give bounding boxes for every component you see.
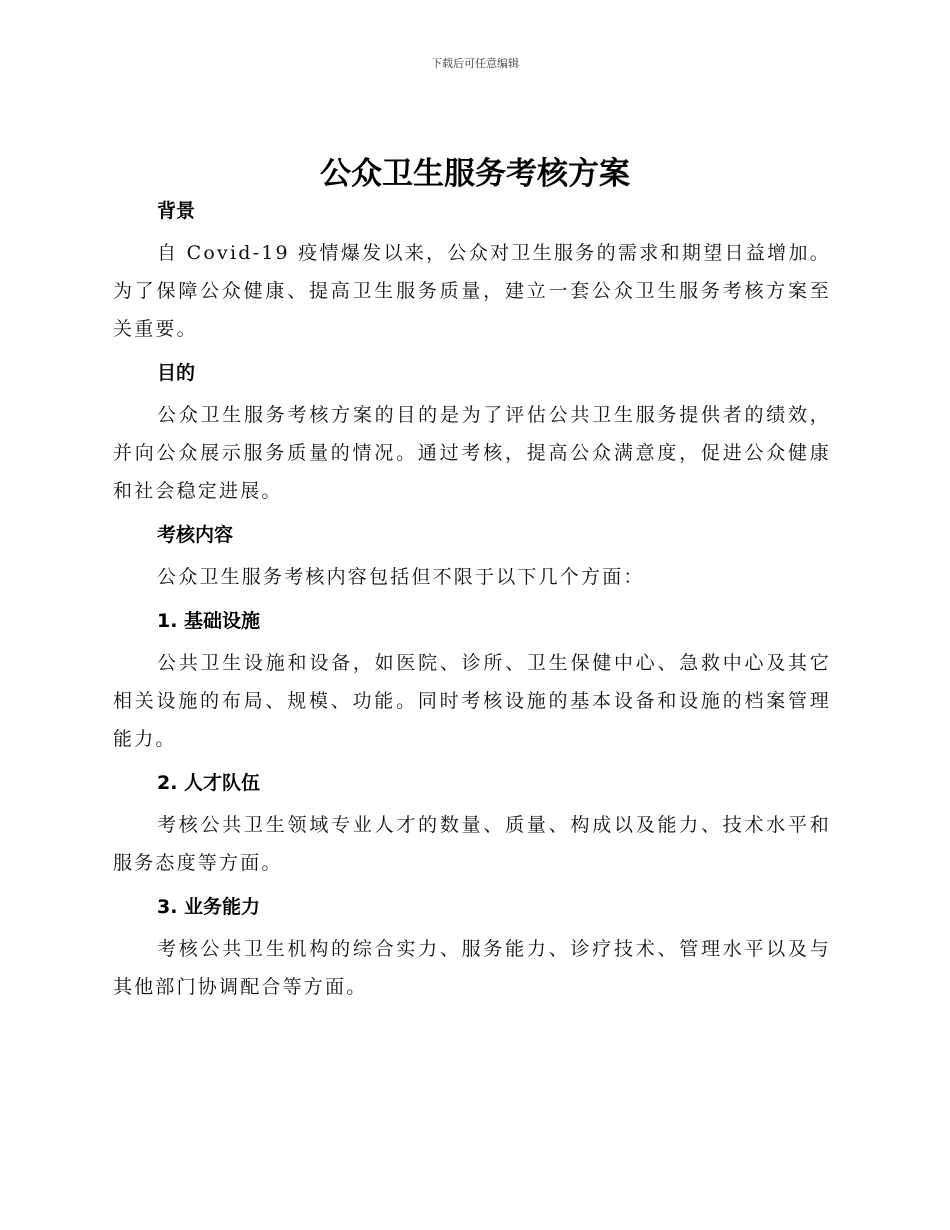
section-talent-team [113,768,831,892]
section-heading: 2. 人才队伍 [157,772,261,794]
section-business-capability [113,892,831,1006]
section-heading: 1. 基础设施 [157,610,261,632]
header-note: 下载后可任意编辑 [431,57,519,70]
section-paragraph: 考核公共卫生机构的综合实力、服务能力、诊疗技术、管理水平以及与其他部门协调配合等方面。 [113,938,831,998]
section-infrastructure [113,606,831,768]
document-body [113,196,831,1006]
section-paragraph: 公共卫生设施和设备，如医院、诊所、卫生保健中心、急救中心及其它相关设施的布局、规模、功能。同时考核设施的基本设备和设施的档案管理能力。 [113,652,831,750]
section-assessment-content [113,520,831,606]
document-title: 公众卫生服务考核方案 [320,156,630,192]
section-paragraph: 公众卫生服务考核内容包括但不限于以下几个方面： [157,566,645,588]
section-background [113,196,831,358]
section-heading: 考核内容 [157,524,234,546]
section-purpose [113,358,831,520]
section-heading: 3. 业务能力 [157,896,261,918]
section-paragraph: 自 Covid-19 疫情爆发以来，公众对卫生服务的需求和期望日益增加。为了保障公众健康、提高卫生服务质量，建立一套公众卫生服务考核方案至关重要。 [113,242,831,340]
section-paragraph: 考核公共卫生领域专业人才的数量、质量、构成以及能力、技术水平和服务态度等方面。 [113,814,831,874]
section-heading: 目的 [157,362,196,384]
section-paragraph: 公众卫生服务考核方案的目的是为了评估公共卫生服务提供者的绩效，并向公众展示服务质量的情况。通过考核，提高公众满意度，促进公众健康和社会稳定进展。 [113,404,831,502]
section-heading: 背景 [157,200,196,222]
